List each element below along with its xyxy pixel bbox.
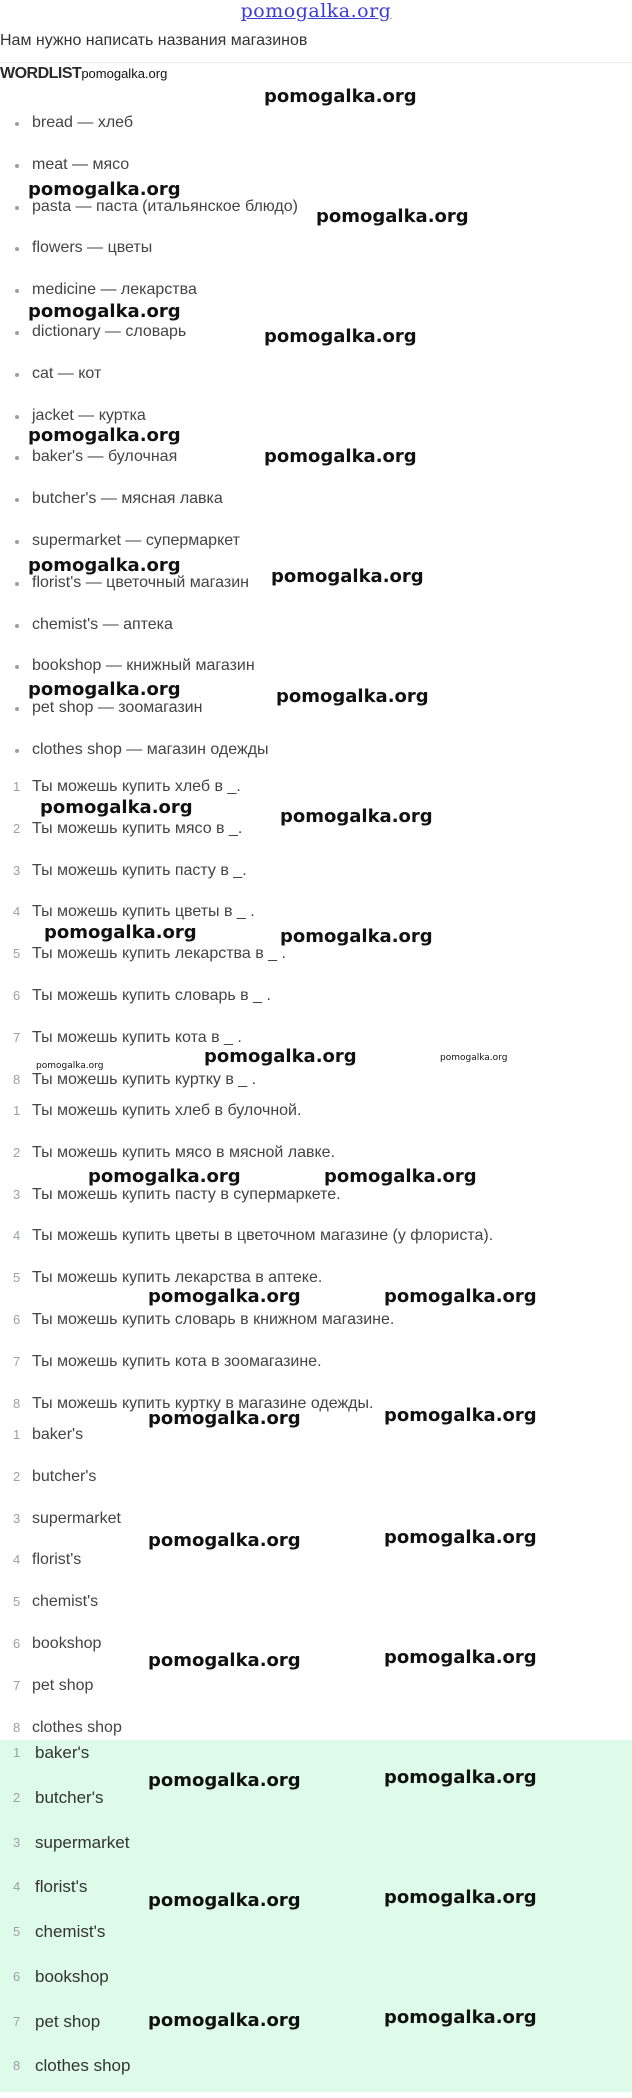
- watermark: pomogalka.org: [28, 679, 181, 700]
- watermark: pomogalka.org: [324, 1166, 477, 1187]
- site-logo[interactable]: pomogalka.org: [240, 0, 392, 22]
- final-answer-row: [0, 1740, 632, 1785]
- watermark: pomogalka.org: [148, 2010, 301, 2031]
- watermark: pomogalka.org: [264, 86, 417, 107]
- row-number: 7: [13, 1353, 21, 1369]
- row-number: 8: [13, 1395, 21, 1411]
- answer-box: [0, 1740, 632, 2092]
- translation-text: Ты можешь купить лекарства в аптеке.: [32, 1269, 323, 1287]
- row-number: 5: [13, 1270, 21, 1286]
- watermark: pomogalka.org: [280, 806, 433, 827]
- sentence-text: Ты можешь купить цветы в _ .: [32, 903, 255, 921]
- watermark: pomogalka.org: [28, 425, 181, 446]
- row-number: 2: [13, 1144, 21, 1160]
- translations-list: [0, 1098, 632, 1432]
- row-number: 8: [13, 1719, 21, 1735]
- watermark: pomogalka.org: [36, 1061, 104, 1071]
- list-item: [0, 235, 632, 277]
- final-answer-text: pet shop: [35, 2011, 101, 2031]
- answer-text: clothes shop: [32, 1718, 122, 1736]
- watermark: pomogalka.org: [384, 1767, 537, 1788]
- watermark: pomogalka.org: [88, 1166, 241, 1187]
- row-number: 7: [13, 1677, 21, 1693]
- answer-row: [0, 1547, 632, 1589]
- sentence-text: Ты можешь купить пасту в _.: [32, 861, 247, 879]
- watermark: pomogalka.org: [264, 446, 417, 467]
- list-item-text: meat — мясо: [32, 155, 130, 173]
- sentence-row: [0, 858, 632, 900]
- watermark: pomogalka.org: [384, 1405, 537, 1426]
- list-item-text: jacket — куртка: [32, 406, 146, 424]
- list-item-text: pasta — паста (итальянское блюдо): [32, 197, 298, 215]
- translation-row: [0, 1182, 632, 1224]
- list-item: [0, 612, 632, 654]
- final-answer-row: [0, 2053, 632, 2098]
- translation-text: Ты можешь купить куртку в магазине одежды.: [32, 1394, 374, 1412]
- row-number: 7: [13, 2013, 21, 2029]
- sentence-text: Ты можешь купить словарь в _ .: [32, 986, 271, 1004]
- translation-row: [0, 1349, 632, 1391]
- watermark: pomogalka.org: [264, 326, 417, 347]
- sentence-text: Ты можешь купить куртку в _ .: [32, 1070, 257, 1088]
- watermark: pomogalka.org: [204, 1046, 357, 1067]
- row-number: 4: [13, 1879, 21, 1895]
- answer-row: [0, 1506, 632, 1548]
- watermark: pomogalka.org: [44, 922, 197, 943]
- final-answer-text: clothes shop: [35, 2056, 131, 2076]
- sentence-row: [0, 983, 632, 1025]
- translation-row: [0, 1307, 632, 1349]
- translation-text: Ты можешь купить кота в зоомагазине.: [32, 1352, 322, 1370]
- question-title: Нам нужно написать названия магазинов: [0, 32, 308, 49]
- watermark: pomogalka.org: [28, 301, 181, 322]
- translation-text: Ты можешь купить цветы в цветочном магазине (у флориста).: [32, 1227, 494, 1245]
- watermark: pomogalka.org: [276, 686, 429, 707]
- list-item-text: bread — хлеб: [32, 114, 134, 131]
- watermark: pomogalka.org: [148, 1530, 301, 1551]
- row-number: 3: [13, 1510, 21, 1526]
- final-answer-row: [0, 1919, 632, 1964]
- answer-row: [0, 1464, 632, 1506]
- list-item-text: baker's — булочная: [32, 448, 178, 466]
- watermark: pomogalka.org: [40, 797, 193, 818]
- watermark: pomogalka.org: [384, 1527, 537, 1548]
- answer-row: [0, 1673, 632, 1715]
- list-item: [0, 486, 632, 528]
- list-item: [0, 361, 632, 403]
- answers-list: [0, 1422, 632, 1756]
- list-item-text: butcher's — мясная лавка: [32, 490, 223, 508]
- translation-text: Ты можешь купить пасту в супермаркете.: [32, 1185, 341, 1203]
- answer-text: chemist's: [32, 1593, 99, 1611]
- row-number: 3: [13, 862, 21, 878]
- row-number: 1: [13, 779, 21, 794]
- watermark: pomogalka.org: [384, 1286, 537, 1307]
- row-number: 7: [13, 1029, 21, 1045]
- watermark: pomogalka.org: [280, 926, 433, 947]
- final-answer-text: butcher's: [35, 1787, 104, 1807]
- row-number: 2: [13, 1789, 21, 1805]
- watermark: pomogalka.org: [148, 1650, 301, 1671]
- watermark: pomogalka.org: [148, 1408, 301, 1429]
- sentence-text: Ты можешь купить хлеб в _.: [32, 778, 241, 795]
- row-number: 1: [13, 1427, 21, 1442]
- translation-text: Ты можешь купить словарь в книжном магазине.: [32, 1310, 395, 1328]
- final-answer-text: baker's: [35, 1743, 90, 1762]
- sentence-text: Ты можешь купить кота в _ .: [32, 1028, 242, 1046]
- row-number: 2: [13, 1468, 21, 1484]
- row-number: 6: [13, 1311, 21, 1327]
- list-item-text: dictionary — словарь: [32, 322, 187, 340]
- answer-text: supermarket: [32, 1509, 121, 1527]
- row-number: 5: [13, 1924, 21, 1939]
- row-number: 6: [13, 1968, 21, 1984]
- watermark: pomogalka.org: [384, 1647, 537, 1668]
- final-answer-row: [0, 1830, 632, 1875]
- row-number: 5: [13, 1594, 21, 1610]
- translation-row: [0, 1223, 632, 1265]
- row-number: 5: [13, 946, 21, 962]
- list-item-text: flowers — цветы: [32, 239, 153, 257]
- translation-text: Ты можешь купить хлеб в булочной.: [32, 1102, 302, 1119]
- row-number: 1: [13, 1745, 21, 1760]
- final-answer-row: [0, 1874, 632, 1919]
- watermark: pomogalka.org: [148, 1770, 301, 1791]
- watermark: pomogalka.org: [271, 566, 424, 587]
- watermark: pomogalka.org: [384, 1887, 537, 1908]
- answer-text: pet shop: [32, 1676, 94, 1694]
- watermark: pomogalka.org: [28, 179, 181, 200]
- row-number: 4: [13, 1552, 21, 1568]
- wordlist-watermark: pomogalka.org: [81, 66, 168, 81]
- final-answer-row: [0, 1964, 632, 2009]
- translation-row: [0, 1098, 632, 1140]
- translation-row: [0, 1265, 632, 1307]
- final-answer-row: [0, 1785, 632, 1830]
- sentence-row: [0, 941, 632, 983]
- final-answer-row: [0, 2009, 632, 2054]
- row-number: 4: [13, 1228, 21, 1244]
- row-number: 1: [13, 1103, 21, 1118]
- row-number: 6: [13, 987, 21, 1003]
- list-item-text: pet shop — зоомагазин: [32, 699, 203, 717]
- final-answer-text: chemist's: [35, 1922, 106, 1941]
- translation-text: Ты можешь купить мясо в мясной лавке.: [32, 1143, 336, 1161]
- list-item-text: clothes shop — магазин одежды: [32, 740, 269, 758]
- answer-text: baker's: [32, 1426, 84, 1443]
- answer-row: [0, 1631, 632, 1673]
- watermark: pomogalka.org: [316, 206, 469, 227]
- row-number: 4: [13, 904, 21, 920]
- list-item-text: florist's — цветочный магазин: [32, 573, 249, 591]
- answer-row: [0, 1589, 632, 1631]
- wordlist-title: WORDLIST: [0, 65, 82, 82]
- watermark: pomogalka.org: [384, 2007, 537, 2028]
- sentence-text: Ты можешь купить лекарства в _ .: [32, 945, 286, 963]
- row-number: 8: [13, 1071, 21, 1087]
- list-item-text: medicine — лекарства: [32, 281, 197, 299]
- answer-row: [0, 1422, 632, 1464]
- row-number: 2: [13, 820, 21, 836]
- row-number: 6: [13, 1635, 21, 1651]
- list-item-text: supermarket — супермаркет: [32, 531, 240, 549]
- list-item: [0, 737, 632, 779]
- row-number: 3: [13, 1186, 21, 1202]
- watermark: pomogalka.org: [440, 1053, 508, 1063]
- row-number: 8: [13, 2058, 21, 2074]
- final-answer-text: supermarket: [35, 1832, 130, 1852]
- watermark: pomogalka.org: [148, 1890, 301, 1911]
- sentence-text: Ты можешь купить мясо в _.: [32, 819, 243, 837]
- row-number: 3: [13, 1834, 21, 1850]
- answer-text: butcher's: [32, 1467, 97, 1485]
- final-answer-text: florist's: [35, 1877, 88, 1897]
- list-item: [0, 110, 632, 152]
- final-answer-text: bookshop: [35, 1966, 109, 1986]
- answer-text: florist's: [32, 1551, 82, 1569]
- watermark: pomogalka.org: [148, 1286, 301, 1307]
- answer-text: bookshop: [32, 1634, 102, 1652]
- list-item-text: bookshop — книжный магазин: [32, 657, 255, 675]
- watermark: pomogalka.org: [28, 555, 181, 576]
- list-item-text: chemist's — аптека: [32, 615, 173, 633]
- list-item-text: cat — кот: [32, 364, 102, 382]
- wordlist-heading: [0, 63, 167, 85]
